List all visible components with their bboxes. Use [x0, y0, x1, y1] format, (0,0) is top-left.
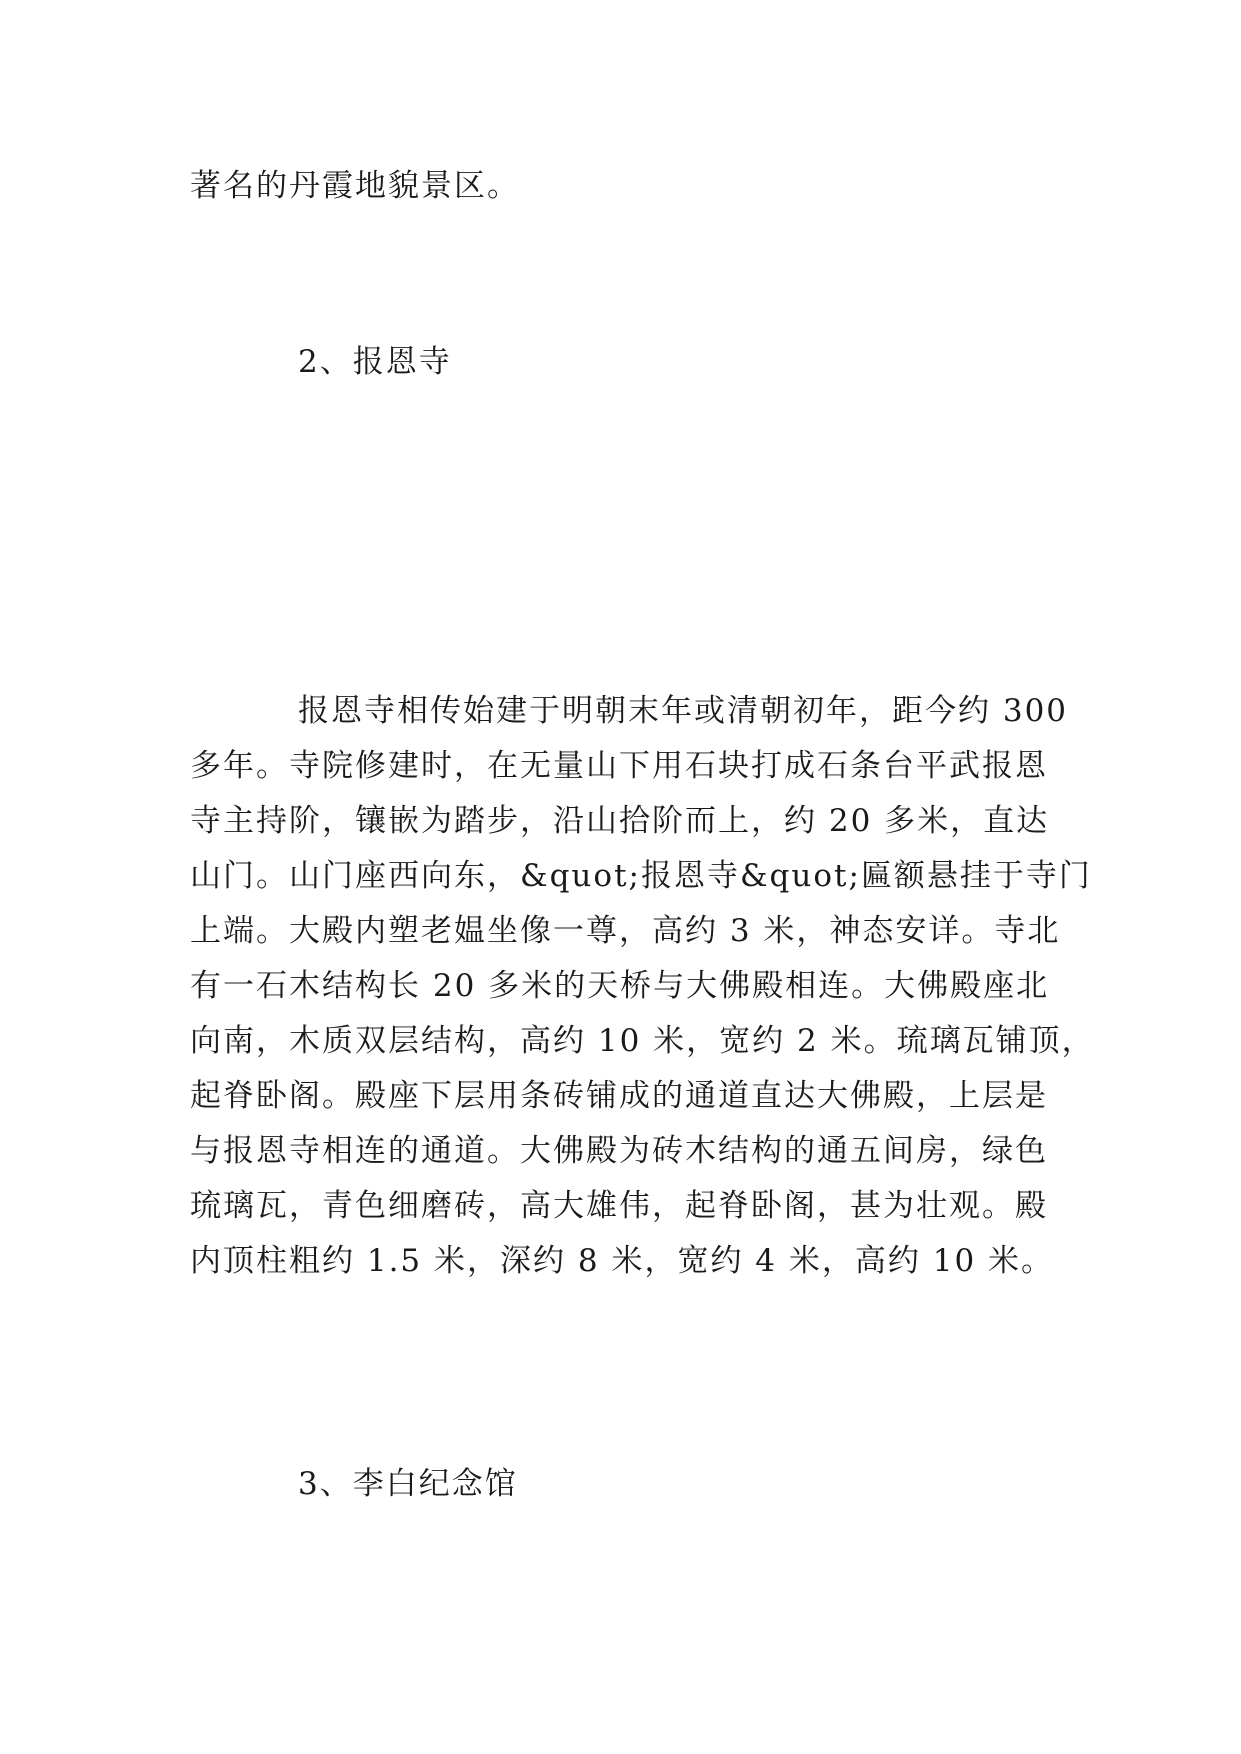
section-2-heading: 2、报恩寺	[298, 344, 452, 380]
intro-tail-line: 著名的丹霞地貌景区。	[190, 168, 520, 204]
paragraph-line: 山门。山门座西向东，&quot;报恩寺&quot;匾额悬挂于寺门	[190, 858, 1092, 894]
paragraph-line: 向南，木质双层结构，高约 10 米，宽约 2 米。琉璃瓦铺顶，	[190, 1023, 1095, 1059]
paragraph-line: 有一石木结构长 20 多米的天桥与大佛殿相连。大佛殿座北	[190, 968, 1050, 1004]
paragraph-line: 起脊卧阁。殿座下层用条砖铺成的通道直达大佛殿，上层是	[190, 1078, 1048, 1114]
paragraph-line: 多年。寺院修建时，在无量山下用石块打成石条台平武报恩	[190, 748, 1048, 784]
paragraph-line: 琉璃瓦，青色细磨砖，高大雄伟，起脊卧阁，甚为壮观。殿	[190, 1188, 1048, 1224]
paragraph-line: 寺主持阶，镶嵌为踏步，沿山拾阶而上，约 20 多米，直达	[190, 803, 1050, 839]
section-3-heading: 3、李白纪念馆	[298, 1466, 518, 1502]
paragraph-line: 报恩寺相传始建于明朝末年或清朝初年，距今约 300	[298, 693, 1069, 729]
paragraph-line: 上端。大殿内塑老媪坐像一尊，高约 3 米，神态安详。寺北	[190, 913, 1061, 949]
paragraph-line: 内顶柱粗约 1.5 米，深约 8 米，宽约 4 米，高约 10 米。	[190, 1243, 1055, 1279]
paragraph-line: 与报恩寺相连的通道。大佛殿为砖木结构的通五间房，绿色	[190, 1133, 1048, 1169]
